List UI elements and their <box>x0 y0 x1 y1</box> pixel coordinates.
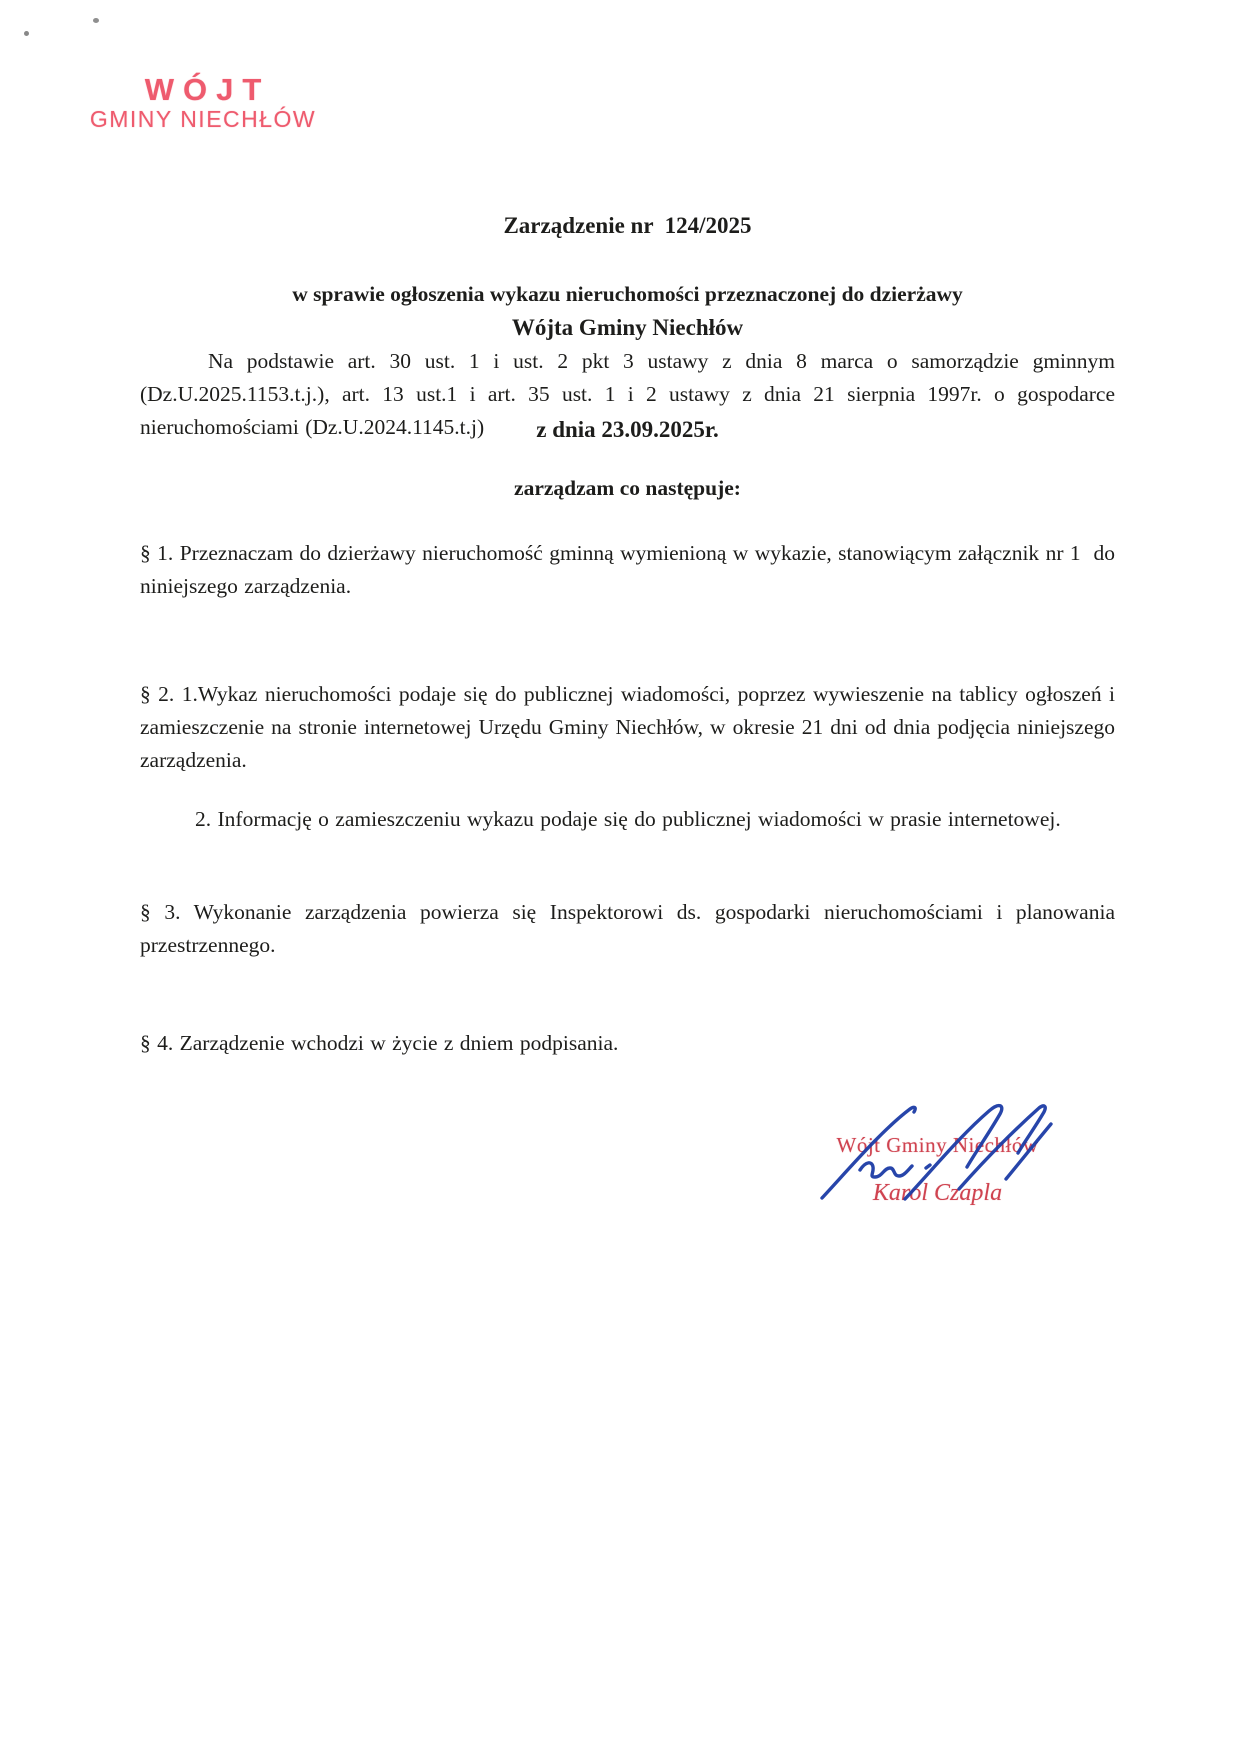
legal-basis-paragraph: Na podstawie art. 30 ust. 1 i ust. 2 pkt 3 ustawy z dnia 8 marca o samorządzie gminnym (Dz.U.2025.1153.t.j.), art. 13 ust.1 i art. 35 ust. 1 i 2 ustawy z dnia 21 sierpnia 1997r. o gospodarce nieruchomościami (Dz.U.2024.1145.t.j) <box>140 349 1122 439</box>
order-title-date: z dnia 23.09.2025r. <box>536 417 719 442</box>
order-title-number: Zarządzenie nr 124/2025 <box>503 213 752 238</box>
section-paragraph-4: § 4. Zarządzenie wchodzi w życie z dniem podpisania. <box>140 1031 619 1055</box>
office-stamp-subtitle: GMINY NIECHŁÓW <box>89 106 317 132</box>
office-stamp-title: WÓJT <box>144 72 271 107</box>
section-paragraph-2-1: § 2. 1.Wykaz nieruchomości podaje się do publicznej wiadomości, poprzez wywieszenie na tablicy ogłoszeń i zamieszczenie na stronie internetowej Urzędu Gminy Niechłów, w okresie 21 dni od dnia podjęcia niniejszego zarządzenia. <box>140 682 1122 772</box>
order-title-issuer: Wójta Gminy Niechłów <box>511 315 744 340</box>
scan-speck <box>24 31 29 36</box>
order-title <box>140 141 1122 515</box>
signature-stamp-name: Karol Czapla <box>872 1180 1003 1206</box>
section-paragraph-3: § 3. Wykonanie zarządzenia powierza się Inspektorowi ds. gospodarki nieruchomościami i planowania przestrzennego. <box>140 900 1122 957</box>
ordaining-clause: zarządzam co następuje: <box>514 476 741 500</box>
office-stamp <box>78 74 328 132</box>
section-paragraph-2-2: 2. Informację o zamieszczeniu wykazu podaje się do publicznej wiadomości w prasie internetowej. <box>195 807 1061 831</box>
order-subject: w sprawie ogłoszenia wykazu nieruchomości przeznaczonej do dzierżawy <box>292 282 963 306</box>
section-paragraph-1: § 1. Przeznaczam do dzierżawy nieruchomość gminną wymienioną w wykazie, stanowiącym załącznik nr 1 do niniejszego zarządzenia. <box>140 541 1122 598</box>
scan-speck <box>93 18 99 23</box>
signature-stamp-title: Wójt Gminy Niechłów <box>836 1133 1039 1157</box>
